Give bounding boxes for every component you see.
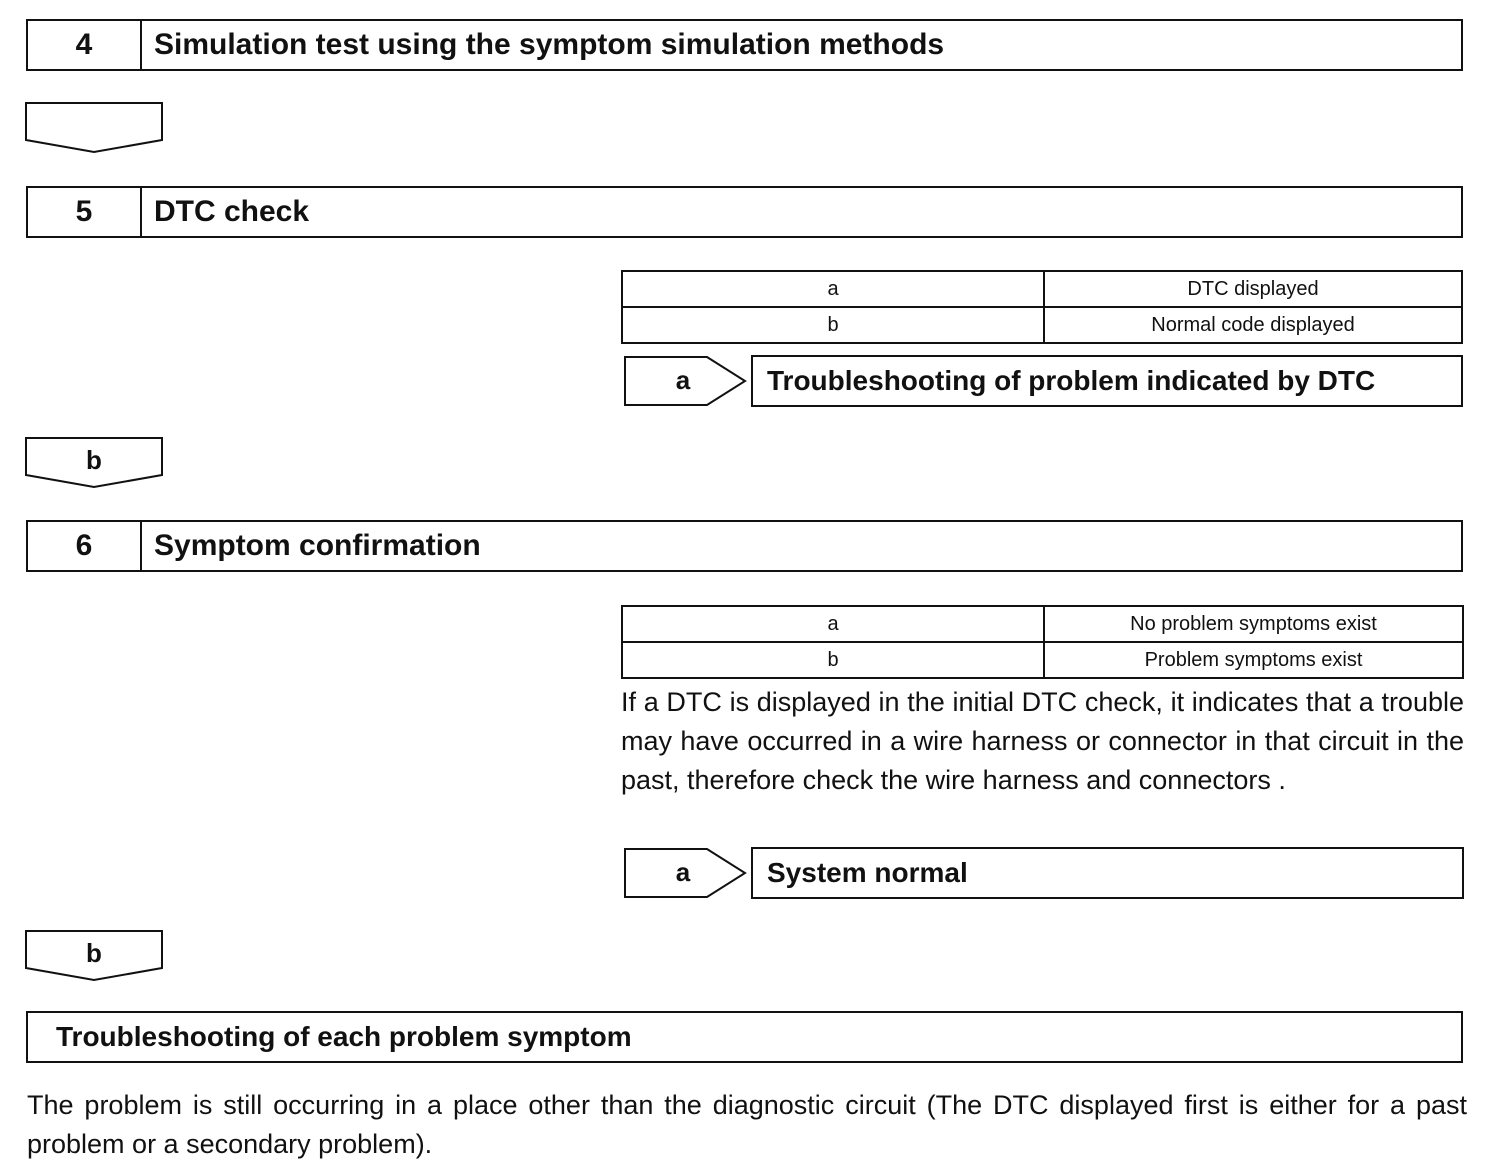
connector-label: b bbox=[86, 938, 102, 968]
pointer-label: a bbox=[675, 857, 691, 887]
result-description: DTC displayed bbox=[1044, 271, 1462, 307]
result-code: b bbox=[622, 307, 1044, 343]
step-number: 6 bbox=[28, 522, 142, 570]
pointer-label: a bbox=[675, 365, 691, 395]
result-description: No problem symptoms exist bbox=[1044, 606, 1463, 642]
step-title: Symptom confirmation bbox=[154, 529, 481, 562]
result-description: Problem symptoms exist bbox=[1044, 642, 1463, 678]
final-note: The problem is still occurring in a place other than the diagnostic circuit (The DTC displayed first is either for a past problem or a secondary problem). bbox=[27, 1090, 1467, 1159]
dtc-troubleshooting-box: Troubleshooting of problem indicated by DTC bbox=[751, 355, 1463, 407]
down-arrow-icon bbox=[25, 102, 165, 154]
step-5-result-table bbox=[621, 270, 1463, 344]
result-code: a bbox=[622, 606, 1044, 642]
table-row bbox=[622, 271, 1462, 307]
step-6-result-table bbox=[621, 605, 1464, 679]
step-number: 5 bbox=[28, 188, 142, 236]
connector-label: b bbox=[86, 445, 102, 475]
result-a-pointer bbox=[623, 355, 749, 407]
down-arrow-connector bbox=[25, 930, 163, 980]
table-row bbox=[622, 307, 1462, 343]
down-arrow-connector bbox=[25, 437, 163, 487]
system-normal-box: System normal bbox=[751, 847, 1464, 899]
table-row bbox=[622, 606, 1463, 642]
result-code: b bbox=[622, 642, 1044, 678]
dtc-history-note: If a DTC is displayed in the initial DTC check, it indicates that a trouble may have occurred in a wire harness or connector in that circuit in the past, therefore check the wire harness and connectors . bbox=[621, 687, 1464, 795]
step-4-header bbox=[26, 19, 1463, 71]
step-5-header bbox=[26, 186, 1463, 238]
step-number: 4 bbox=[28, 21, 142, 69]
result-description: Normal code displayed bbox=[1044, 307, 1462, 343]
table-row bbox=[622, 642, 1463, 678]
result-code: a bbox=[622, 271, 1044, 307]
step-6-header bbox=[26, 520, 1463, 572]
down-arrow-connector bbox=[25, 102, 163, 152]
step-title: DTC check bbox=[154, 195, 310, 228]
result-a-pointer bbox=[623, 847, 749, 899]
step-title: Simulation test using the symptom simulation methods bbox=[154, 28, 945, 61]
problem-symptom-troubleshooting-box: Troubleshooting of each problem symptom bbox=[26, 1011, 1463, 1063]
